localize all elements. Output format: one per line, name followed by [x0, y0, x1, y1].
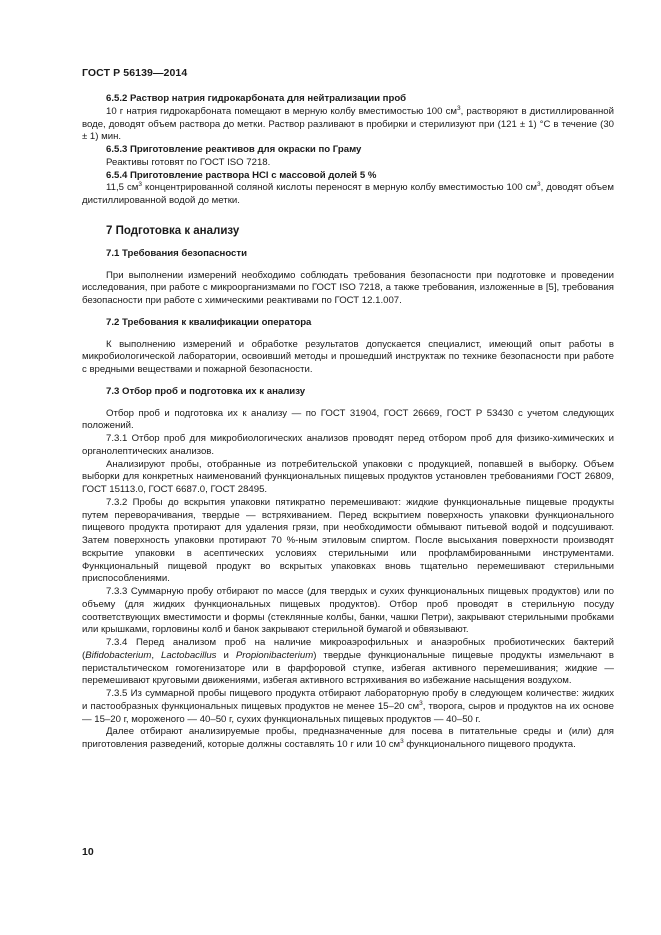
subsection-title-7-1: 7.1 Требования безопасности — [106, 247, 247, 259]
paragraph-7-3-4: 7.3.4 Перед анализом проб на наличие микроаэрофильных и анаэробных пробиотических бактерий (Bifidobacterium, Lactobacillus и Propionibacterium) твердые функциональные пищевые продукты измельчают в перистальтическом гомогенизаторе или в фарфоровой ступке, избегая активного перемешивания; жидкие — перемешивают круговыми движениями, избегая активного встряхивания во избежание насыщения воздухом. — [82, 637, 614, 687]
subsection-title-6-5-2: 6.5.2 Раствор натрия гидрокарбоната для нейтрализации проб — [106, 93, 407, 104]
paragraph-7-1: При выполнении измерений необходимо соблюдать требования безопасности при подготовке и проведении исследования, при работе с микроорганизмами по ГОСТ ISO 7218, а также требования, изложенные в [5], требования безопасности при работе с химическими реактивами по ГОСТ 12.1.007. — [82, 269, 614, 306]
paragraph-7-3-5: 7.3.5 Из суммарной пробы пищевого продукта отбирают лабораторную пробу в следующем количестве: жидких и пастообразных функциональных пищевых продуктов не менее 15–20 $см^3$, творога, сыров и продуктов на их основе — 15–20 г, мороженого — 40–50 г, сухих функциональных пищевых продуктов — 40–50 г. — [82, 688, 615, 725]
paragraph-6-5-2: 10 г натрия гидрокарбоната помещают в мерную колбу вместимостью 100 $см^3$, растворяют в дистиллированной воде, доводят объем раствора до метки. Раствор разливают в пробирки и стерилизуют при (121 ± 1) °С в течение (30 ± 1) мин. — [82, 104, 614, 143]
subsection-title-7-3: 7.3 Отбор проб и подготовка их к анализу — [106, 385, 306, 397]
subsection-title-7-2: 7.2 Требования к квалификации оператора — [106, 316, 312, 328]
subsection-title-6-5-4: 6.5.4 Приготовление раствора HCl с массовой долей 5 % — [106, 169, 377, 181]
paragraph-7-3: Отбор проб и подготовка их к анализу — по ГОСТ 31904, ГОСТ 26669, ГОСТ Р 53430 с учетом следующих положений. — [82, 407, 614, 432]
page-number: 10 — [82, 846, 94, 858]
subsection-title-6-5-3: 6.5.3 Приготовление реактивов для окраски по Граму — [106, 144, 362, 155]
paragraph-7-3-1-b: Анализируют пробы, отобранные из потребительской упаковки с продукцией, попавшей в выборку. Объем выборки для конкретных наименований функциональных пищевых продуктов установлен требованиями ГОСТ 26809, ГОСТ 15113.0, ГОСТ 6687.0, ГОСТ 28495. — [82, 458, 614, 495]
section-title-7: 7 Подготовка к анализу — [106, 224, 240, 237]
paragraph-6-5-3: Реактивы готовят по ГОСТ ISO 7218. — [106, 156, 271, 168]
paragraph-7-3-2: 7.3.2 Пробы до вскрытия упаковки пятикратно перемешивают: жидкие функциональные пищевые продукты путем переворачивания, твердые — встряхиванием. Перед вскрытием поверхность упаковки функционального пищевого продукта протирают для удаления грязи, при необходимости обмывают питьевой водой и подсушивают. Затем поверхность упаковки протирают 70 %-ным этиловым спиртом. После высыхания поверхности производят вскрытие упаковки в асептических условиях стерильными или профламбированными инструментами. Функциональный пищевой продукт во вскрытых упаковках вновь тщательно перемешивают стерильными приспособлениями. — [82, 496, 614, 585]
paragraph-7-2: К выполнению измерений и обработке результатов допускается специалист, имеющий опыт работы в микробиологической лаборатории, освоивший методы и прошедший инструктаж по технике безопасности при работе с вредными веществами и пожарной безопасности. — [82, 338, 614, 375]
document-body — [82, 93, 614, 752]
document-code: ГОСТ Р 56139—2014 — [82, 67, 188, 79]
paragraph-7-3-1: 7.3.1 Отбор проб для микробиологических анализов проводят перед отбором проб для физико-химических и органолептических анализов. — [82, 433, 614, 457]
paragraph-7-3-6: Далее отбирают анализируемые пробы, предназначенные для посева в питательные среды и (или) для приготовления разведений, которые должны составлять 10 г или 10 $см^3$ функционального пищевого продукта. — [82, 726, 614, 750]
paragraph-6-5-4: 11,5 $см^3$ концентрированной соляной кислоты переносят в мерную колбу вместимостью 100 $см^3$, доводят объем дистиллированной водой до метки. — [82, 181, 614, 206]
paragraph-7-3-3: 7.3.3 Суммарную пробу отбирают по массе (для твердых и сухих функциональных пищевых продуктов) или по объему (для жидких функциональных пищевых продуктов). Отбор проб проводят в стерильную посуду соответствующих вместимости и формы (стеклянные колбы, банки, чашки Петри), закрывают стерильными пробками или крышками, горловины колб и банок закрывают стерильной бумагой и обвязывают. — [82, 586, 614, 636]
